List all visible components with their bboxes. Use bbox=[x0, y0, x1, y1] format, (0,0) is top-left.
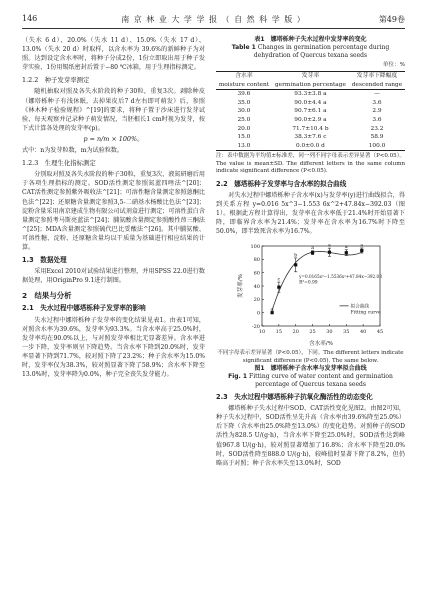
paragraph: （失水 6 d）、20.0%（失水 11 d）、15.0%（失水 17 d）、13.0%（失水 20 d）时取样，以含水率为 39.6%的新鲜种子为对照。达到设定含水率时，将种子分成2份，1份立即取出用于种子发芽实验，1份用锡纸密封后置于−80 ℃冰箱，用于生理指标测定。 bbox=[22, 37, 205, 72]
table-cell: — bbox=[374, 91, 380, 98]
significance-letter: a bbox=[344, 244, 348, 251]
data-point bbox=[277, 286, 280, 289]
running-header bbox=[22, 12, 405, 32]
significance-letter: d bbox=[270, 307, 274, 314]
figure1-caption-en: Fig. 1 Fitting curve of water content and germination percentage of Quercus texana seeds bbox=[228, 373, 393, 389]
table-cell: 71.7±10.4 b bbox=[292, 125, 329, 132]
table-cell: 100.0 bbox=[349, 142, 405, 151]
y-tick-label: 20 bbox=[253, 297, 260, 304]
significance-letter: a bbox=[327, 242, 331, 249]
table-cell: 20.0 bbox=[237, 125, 251, 132]
table-row bbox=[216, 107, 405, 116]
fitting-curve bbox=[270, 252, 363, 314]
figure1-chart bbox=[236, 240, 386, 348]
y-tick-label: 0 bbox=[256, 310, 260, 317]
data-point bbox=[360, 249, 363, 252]
x-tick-label: 30 bbox=[325, 329, 333, 336]
table-header-en: descended range bbox=[349, 81, 405, 90]
paragraph: 采用Excel 2010对试验结果进行整理，并用SPSS 22.0进行数据处理，用OriginPro 9.1进行制图。 bbox=[22, 268, 205, 285]
table-cell: 2.9 bbox=[372, 108, 382, 115]
data-point bbox=[327, 251, 330, 254]
table-cell: 13.0 bbox=[216, 142, 272, 151]
y-tick-label: 40 bbox=[253, 284, 260, 291]
table1-caption-en: Table 1 Changes in germination percentage during dehydration of Quercus texana seeds bbox=[231, 44, 390, 59]
x-tick-label: 40 bbox=[359, 329, 366, 336]
figure1-caption-cn: 图1 娜塔栎种子含水率与发芽率拟合曲线 bbox=[254, 365, 367, 373]
significance-letter: c bbox=[276, 276, 280, 283]
x-tick-label: 35 bbox=[342, 329, 349, 336]
legend-label-cn: 拟合曲线 bbox=[350, 304, 369, 310]
page-number: 146 bbox=[22, 14, 38, 23]
table-cell: 35.0 bbox=[237, 99, 251, 106]
table-header: 含水率 bbox=[216, 72, 272, 81]
figure1-note: 不同字母表示差异显著（P<0.05），下同。The different letters indicate significant difference (P<0.05). The same below. bbox=[217, 350, 404, 364]
paragraph: 娜塔栎种子失水过程中SOD、CAT活性变化见图2。由图2可知，种子失水过程中，SOD活性呈先升高（含水率由39.6%降至25.0%）后下降（含水率由25.0%降至13.0%）的变化趋势。对照种子的SOD活性为828.5 U/(g·h)，当含水率下降至25.0%时，SOD活性达到峰值967.8 U/(g·h)，较对照显著增加了16.8%；含水率下降至20.0%时，SOD活性降至888.0 U/(g·h)，较峰值时显著下降了8.2%，但仍略高于对照；种子含水率失至13.0%时，SOD bbox=[216, 405, 405, 467]
paragraph: 随机抽取对照及各失水阶段的种子30粒，重复3次。剥除种皮（娜塔栎种子有浅休眠，去掉果皮后7 d左右即可萌发）后，参照《林木种子检验规程》^[19]的要求，将种子置于沙床进行发芽试验，每天观察并记录种子萌发情况，当胚根长1 cm时视为发芽，按下式计算各处理的发芽率(p)。 bbox=[22, 88, 205, 132]
table-header: 发芽率下降幅度 bbox=[349, 72, 405, 81]
x-tick-label: 45 bbox=[376, 329, 383, 336]
section-heading-2: 2 结果与分析 bbox=[22, 291, 72, 301]
table-header-en: germination percentage bbox=[272, 81, 349, 90]
table-header: 发芽率 bbox=[272, 72, 349, 81]
table-cell: 15.0 bbox=[237, 134, 251, 141]
data-point bbox=[310, 251, 313, 254]
x-axis-label: 含水率/% bbox=[308, 341, 333, 348]
table1 bbox=[216, 71, 405, 151]
table-cell: 90.0±2.9 a bbox=[294, 117, 327, 124]
paragraph: 失水过程中娜塔栎种子发芽率的变化结果见表1。由表1可知，对照含水率为39.6%，发芽率为93.3%。当含水率高于25.0%时，发芽率均在90.0%以上，与对照发芽率相比无显著差异。含水率进一步下降，发芽率则呈下降趋势。当含水率下降到20.0%时，发芽率显著下降到71.7%，较对照下降了23.2%；种子含水率为15.0%时，发芽率仅为38.3%，较对照显著下降了58.9%；含水率下降至13.0%时，发芽率降为0.0%，种子完全丧失发芽能力。 bbox=[22, 316, 205, 379]
legend-label-en: Fitting curve bbox=[350, 310, 381, 316]
section-heading-1-2-3: 1.2.3 生理生化指标测定 bbox=[22, 159, 96, 168]
journal-title: 南 京 林 业 大 学 学 报 （ 自 然 科 学 版 ） bbox=[121, 15, 306, 24]
x-tick-label: 15 bbox=[275, 329, 282, 336]
fit-equation: y=0.0165x³−1.5536x²+47.84x−392.03 bbox=[298, 274, 382, 280]
y-tick-label: 100 bbox=[249, 244, 260, 251]
table-row bbox=[216, 99, 405, 108]
table-row bbox=[216, 116, 405, 125]
x-tick-label: 25 bbox=[308, 329, 316, 336]
formula-explanation: 式中：n为发芽粒数，m为试验粒数。 bbox=[22, 147, 124, 155]
table1-unit: 单位：% bbox=[382, 62, 405, 68]
table-row bbox=[216, 133, 405, 142]
section-heading-2-2: 2.2 娜塔栎种子发芽率与含水率的拟合曲线 bbox=[216, 179, 347, 188]
table-cell: 25.0 bbox=[237, 117, 251, 124]
section-heading-2-1: 2.1 失水过程中娜塔栎种子发芽率的影响 bbox=[22, 304, 146, 313]
significance-letter: b bbox=[293, 252, 297, 259]
table1-note: 注：表中数据为平均值±标准差，同一列不同字母表示差异显著（P<0.05）。The value is mean±SD. The different letters in the same column indicate significant difference (P<0.05). bbox=[216, 153, 405, 175]
y-tick-label: 60 bbox=[253, 270, 260, 277]
table-cell: 3.6 bbox=[372, 117, 382, 124]
fit-r2: R²=0.99 bbox=[298, 280, 318, 286]
paragraph: 对失水过程中娜塔栎种子含水率(x)与发芽率(y)进行曲线拟合，得到关系方程 y=0.016 5x^3−1.553 6x^2+47.84x−392.03（图1）。根据此方程计算得出，发芽率在含水率低于21.4%时开始显著下降，即临界含水率为21.4%；发芽率在含水率为16.7%时下降至50.0%，即半致死含水率为16.7%。 bbox=[216, 191, 405, 236]
section-heading-1-2-2: 1.2.2 种子发芽率测定 bbox=[22, 76, 90, 85]
data-point bbox=[344, 251, 347, 254]
y-tick-label: 80 bbox=[253, 257, 260, 264]
table-header-en: moisture content bbox=[216, 81, 272, 90]
volume-label: 第49卷 bbox=[378, 15, 405, 24]
table-cell: 3.6 bbox=[372, 99, 382, 106]
table-cell: 0.0±0.0 d bbox=[272, 142, 349, 151]
left-column bbox=[22, 36, 205, 379]
table-row bbox=[216, 125, 405, 134]
table-cell: 39.6 bbox=[237, 91, 251, 98]
y-axis-label: 发芽率/% bbox=[237, 274, 244, 299]
table-cell: 23.2 bbox=[370, 125, 384, 132]
table-row bbox=[216, 90, 405, 99]
table-cell: 58.9 bbox=[370, 134, 384, 141]
right-column bbox=[216, 36, 405, 468]
germination-formula: p = n/m × 100%。 bbox=[83, 134, 144, 143]
significance-letter: a bbox=[310, 245, 314, 252]
x-tick-label: 20 bbox=[292, 329, 299, 336]
table-cell: 90.0±4.4 a bbox=[294, 99, 327, 106]
y-tick-label: -20 bbox=[251, 324, 260, 331]
header-rule bbox=[22, 28, 405, 29]
significance-letter: a bbox=[359, 242, 363, 249]
table-row bbox=[216, 142, 405, 151]
table-cell: 93.3±3.8 a bbox=[294, 91, 327, 98]
table-cell: 90.7±6.1 a bbox=[294, 108, 327, 115]
section-heading-1-3: 1.3 数据处理 bbox=[22, 256, 67, 265]
section-heading-2-3: 2.3 失水过程中娜塔栎种子抗氧化酶活性的动态变化 bbox=[216, 393, 373, 402]
table-cell: 30.0 bbox=[237, 108, 251, 115]
paragraph: 分别取对照及各失水阶段的种子30粒，重复3次，液氮研磨后用于各项生理指标的测定。SOD活性测定参照氮蓝四唑法^[20]；CAT活性测定参照紫外吸收法^[21]；可溶性糖含量测定参照蒽酮比色法^[22]；还原糖含量测定参照3,5-二硝基水杨酸比色法^[23]；淀粉含量采用南京建成生物有限公司试剂盒进行测定；可溶性蛋白含量测定参照考马斯亮蓝法^[24]；脯氨酸含量测定参照酸性茚三酮法^[25]；MDA含量测定参照硫代巴比妥酸法^[26]。其中脯氨酸、可溶性糖、淀粉、还原糖含量均以干质量为基础进行相应结果的计算。 bbox=[22, 171, 205, 251]
x-tick-label: 10 bbox=[258, 329, 265, 336]
table-cell: 38.3±7.6 c bbox=[294, 134, 327, 141]
table1-caption-cn: 表1 娜塔栎种子失水过程中发芽率的变化 bbox=[254, 36, 367, 43]
data-point bbox=[294, 263, 297, 266]
